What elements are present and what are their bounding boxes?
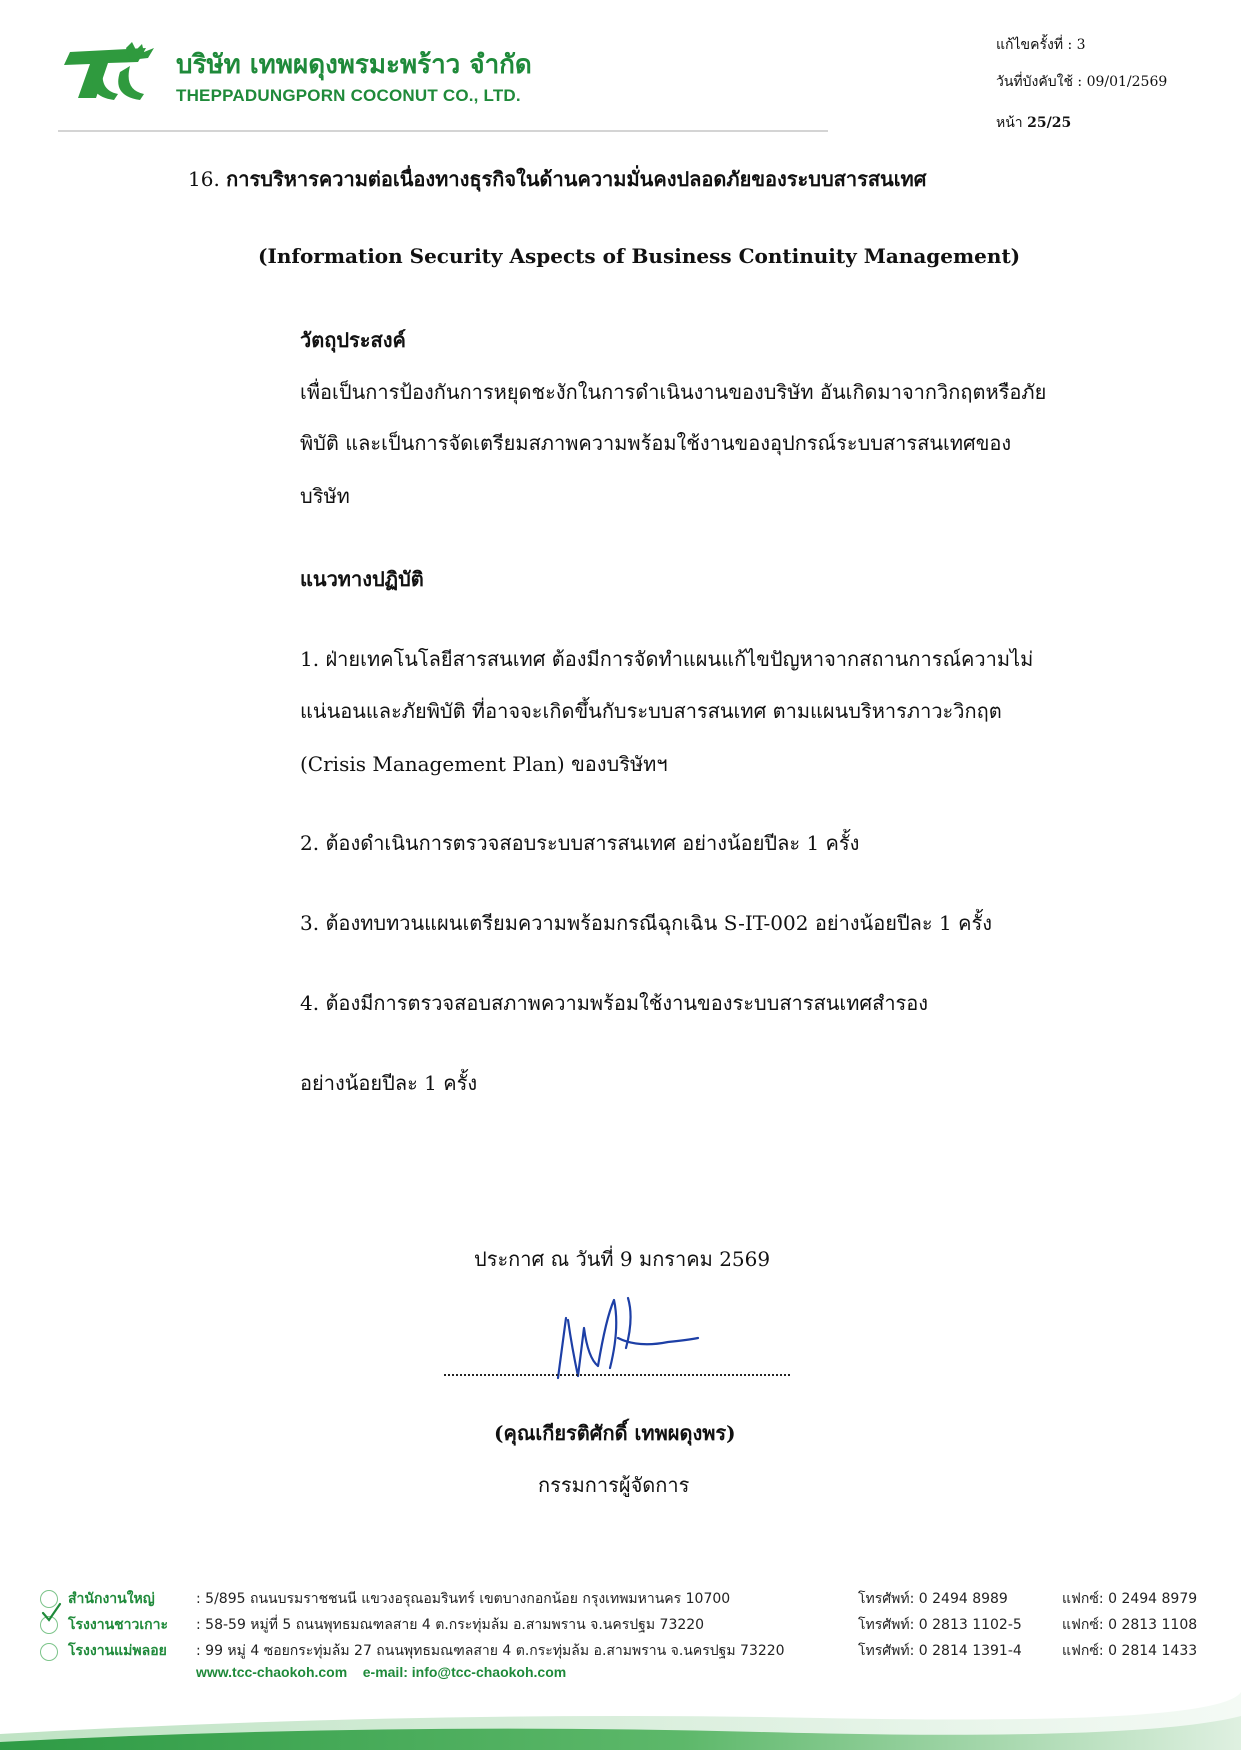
location-ring-icon bbox=[40, 1643, 58, 1661]
location-name: โรงงานชาวเกาะ bbox=[68, 1617, 169, 1633]
signer-title: กรรมการผู้จัดการ bbox=[538, 1473, 690, 1497]
section-title-en: (Information Security Aspects of Business Continuity Management) bbox=[258, 244, 1021, 268]
location-address: : 99 หมู่ 4 ซอยกระทุ่มล้ม 27 ถนนพุทธมณฑลสาย 4 ต.กระทุ่มล้ม อ.สามพราน จ.นครปฐม 73220 bbox=[196, 1643, 785, 1659]
location-phone: โทรศัพท์: 0 2813 1102-5 bbox=[858, 1617, 1022, 1633]
section-number: 16. bbox=[188, 167, 220, 191]
announcement-date: ประกาศ ณ วันที่ 9 มกราคม 2569 bbox=[474, 1247, 771, 1271]
location-phone: โทรศัพท์: 0 2494 8989 bbox=[858, 1591, 1008, 1607]
guideline-line: (Crisis Management Plan) ของบริษัทฯ bbox=[300, 752, 668, 776]
company-name-en: THEPPADUNGPORN COCONUT CO., LTD. bbox=[176, 86, 521, 105]
footer-contact bbox=[196, 1664, 566, 1680]
objective-line: พิบัติ และเป็นการจัดเตรียมสภาพความพร้อมใช้งานของอุปกรณ์ระบบสารสนเทศของ bbox=[300, 431, 1012, 455]
footer-wave-decoration bbox=[0, 1682, 1241, 1754]
location-fax: แฟกซ์: 0 2813 1108 bbox=[1062, 1617, 1198, 1633]
checkmark-icon bbox=[40, 1601, 62, 1623]
location-phone: โทรศัพท์: 0 2814 1391-4 bbox=[858, 1643, 1022, 1659]
signer-name: (คุณเกียรติศักดิ์ เทพผดุงพร) bbox=[494, 1421, 736, 1445]
page-value: 25/25 bbox=[1027, 115, 1072, 131]
guidelines-heading: แนวทางปฏิบัติ bbox=[300, 567, 424, 591]
signature-line bbox=[444, 1374, 790, 1376]
location-name: โรงงานแม่พลอย bbox=[68, 1643, 167, 1659]
company-name-th: บริษัท เทพผดุงพรมะพร้าว จำกัด bbox=[176, 50, 532, 80]
section-title bbox=[188, 163, 926, 195]
location-address: : 5/895 ถนนบรมราชชนนี แขวงอรุณอมรินทร์ เขตบางกอกน้อย กรุงเทพมหานคร 10700 bbox=[196, 1591, 731, 1607]
header-divider bbox=[58, 130, 828, 132]
website-link[interactable]: www.tcc-chaokoh.com bbox=[196, 1664, 348, 1680]
location-address: : 58-59 หมู่ที่ 5 ถนนพุทธมณฑลสาย 4 ต.กระทุ่มล้ม อ.สามพราน จ.นครปฐม 73220 bbox=[196, 1617, 705, 1633]
page-label: หน้า bbox=[996, 115, 1023, 131]
objective-line: บริษัท bbox=[300, 484, 350, 508]
guideline-line: 2. ต้องดำเนินการตรวจสอบระบบสารสนเทศ อย่างน้อยปีละ 1 ครั้ง bbox=[300, 831, 860, 855]
guideline-line: แน่นอนและภัยพิบัติ ที่อาจจะเกิดขึ้นกับระบบสารสนเทศ ตามแผนบริหารภาวะวิกฤต bbox=[300, 699, 1002, 723]
revision-number: แก้ไขครั้งที่ : 3 bbox=[996, 37, 1086, 53]
tcc-logo-icon bbox=[58, 42, 158, 104]
objective-line: เพื่อเป็นการป้องกันการหยุดชะงักในการดำเนินงานของบริษัท อันเกิดมาจากวิกฤตหรือภัย bbox=[300, 380, 1047, 404]
guideline-line: 1. ฝ่ายเทคโนโลยีสารสนเทศ ต้องมีการจัดทำแผนแก้ไขปัญหาจากสถานการณ์ความไม่ bbox=[300, 647, 1034, 671]
location-name: สำนักงานใหญ่ bbox=[68, 1591, 155, 1607]
section-title-th: การบริหารความต่อเนื่องทางธุรกิจในด้านความมั่นคงปลอดภัยของระบบสารสนเทศ bbox=[226, 167, 927, 191]
email-link[interactable]: e-mail: info@tcc-chaokoh.com bbox=[362, 1664, 567, 1680]
effective-date: วันที่บังคับใช้ : 09/01/2569 bbox=[996, 74, 1168, 90]
guideline-line: 3. ต้องทบทวนแผนเตรียมความพร้อมกรณีฉุกเฉิน S-IT-002 อย่างน้อยปีละ 1 ครั้ง bbox=[300, 911, 992, 935]
location-fax: แฟกซ์: 0 2814 1433 bbox=[1062, 1643, 1198, 1659]
guideline-line: 4. ต้องมีการตรวจสอบสภาพความพร้อมใช้งานของระบบสารสนเทศสำรอง bbox=[300, 991, 929, 1015]
objective-heading: วัตถุประสงค์ bbox=[300, 328, 406, 352]
signature-icon bbox=[548, 1288, 708, 1388]
location-fax: แฟกซ์: 0 2494 8979 bbox=[1062, 1591, 1198, 1607]
guideline-line: อย่างน้อยปีละ 1 ครั้ง bbox=[300, 1071, 478, 1095]
page-number bbox=[996, 112, 1071, 134]
